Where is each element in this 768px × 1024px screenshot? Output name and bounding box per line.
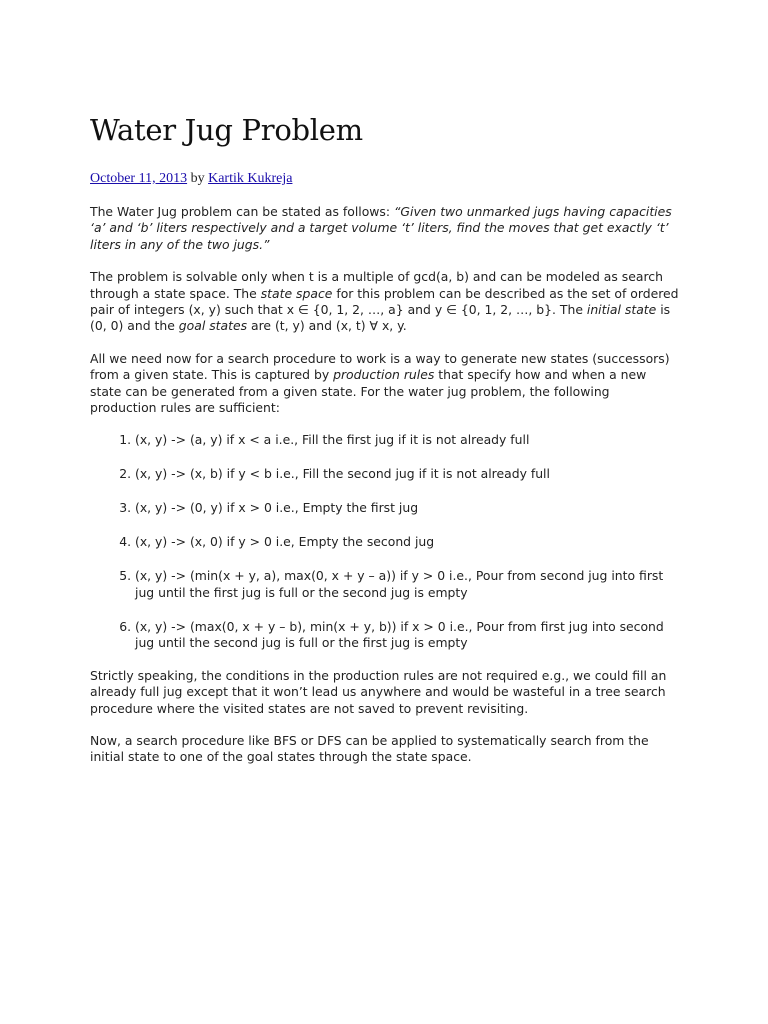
problem-statement: “Given two unmarked jugs having capacities ‘a’ and ‘b’ liters respectively and a target volume ‘t’ liters, find the moves that get exactly ‘t’ liters in any of the two jugs.”	[90, 204, 672, 252]
term-initial-state: initial state	[586, 302, 657, 318]
term-goal-states: goal states	[178, 318, 248, 334]
state-space-text-b: for this problem can be described as the set of ordered pair of integers (x, y) such that x ∈ {0, 1, 2, …, a} and y ∈ {0, 1, 2, …, b}. The	[90, 285, 679, 318]
term-production-rules: production rules	[333, 367, 435, 383]
date-link[interactable]: October 11, 2013	[90, 171, 188, 186]
author-link[interactable]: Kartik Kukreja	[208, 171, 293, 186]
article-meta	[90, 170, 680, 188]
rule-item: 6. (x, y) -> (max(0, x + y – b), min(x + y, b)) if x > 0 i.e., Pour from first jug into second jug until the second jug is full or the first jug is empty	[135, 619, 680, 652]
state-space-text-c: is (0, 0) and the	[90, 302, 671, 334]
state-space-text-d: are (t, y) and (x, t) ∀ x, y.	[247, 318, 407, 334]
article	[90, 112, 680, 782]
paragraph-search: Now, a search procedure like BFS or DFS can be applied to systematically search from the initial state to one of the goal states through the state space.	[90, 732, 649, 765]
rule-item: 4. (x, y) -> (x, 0) if y > 0 i.e, Empty the second jug	[135, 534, 680, 550]
rule-item: 2. (x, y) -> (x, b) if y < b i.e., Fill the second jug if it is not already full	[135, 466, 680, 482]
paragraph-intro	[90, 204, 680, 253]
paragraph-state-space	[90, 269, 680, 335]
production-text-b: that specify how and when a new state can be generated from a given state. For the water jug problem, the following production rules are sufficient:	[90, 367, 647, 416]
rule-item: 3. (x, y) -> (0, y) if x > 0 i.e., Empty the first jug	[135, 500, 680, 516]
rule-item: 5. (x, y) -> (min(x + y, a), max(0, x + y – a)) if y > 0 i.e., Pour from second jug into first jug until the first jug is full or the second jug is empty	[135, 568, 680, 601]
paragraph-conditions: Strictly speaking, the conditions in the production rules are not required e.g., we could fill an already full jug except that it won’t lead us anywhere and would be wasteful in a tree search procedure where the visited states are not saved to prevent revisiting.	[90, 667, 667, 716]
intro-text: The Water Jug problem can be stated as follows:	[90, 204, 394, 219]
rules-list	[90, 432, 680, 651]
by-label: by	[190, 171, 205, 186]
rule-item: 1. (x, y) -> (a, y) if x < a i.e., Fill the first jug if it is not already full	[135, 432, 680, 448]
article-title: Water Jug Problem	[90, 113, 363, 147]
paragraph-production-rules	[90, 351, 680, 417]
state-space-text-a: The problem is solvable only when t is a multiple of gcd(a, b) and can be modeled as search through a state space. The	[90, 269, 663, 301]
article-body	[90, 204, 680, 766]
production-text-a: All we need now for a search procedure to work is a way to generate new states (successors) from a given state. This is captured by	[90, 350, 670, 383]
term-state-space: state space	[260, 285, 333, 301]
